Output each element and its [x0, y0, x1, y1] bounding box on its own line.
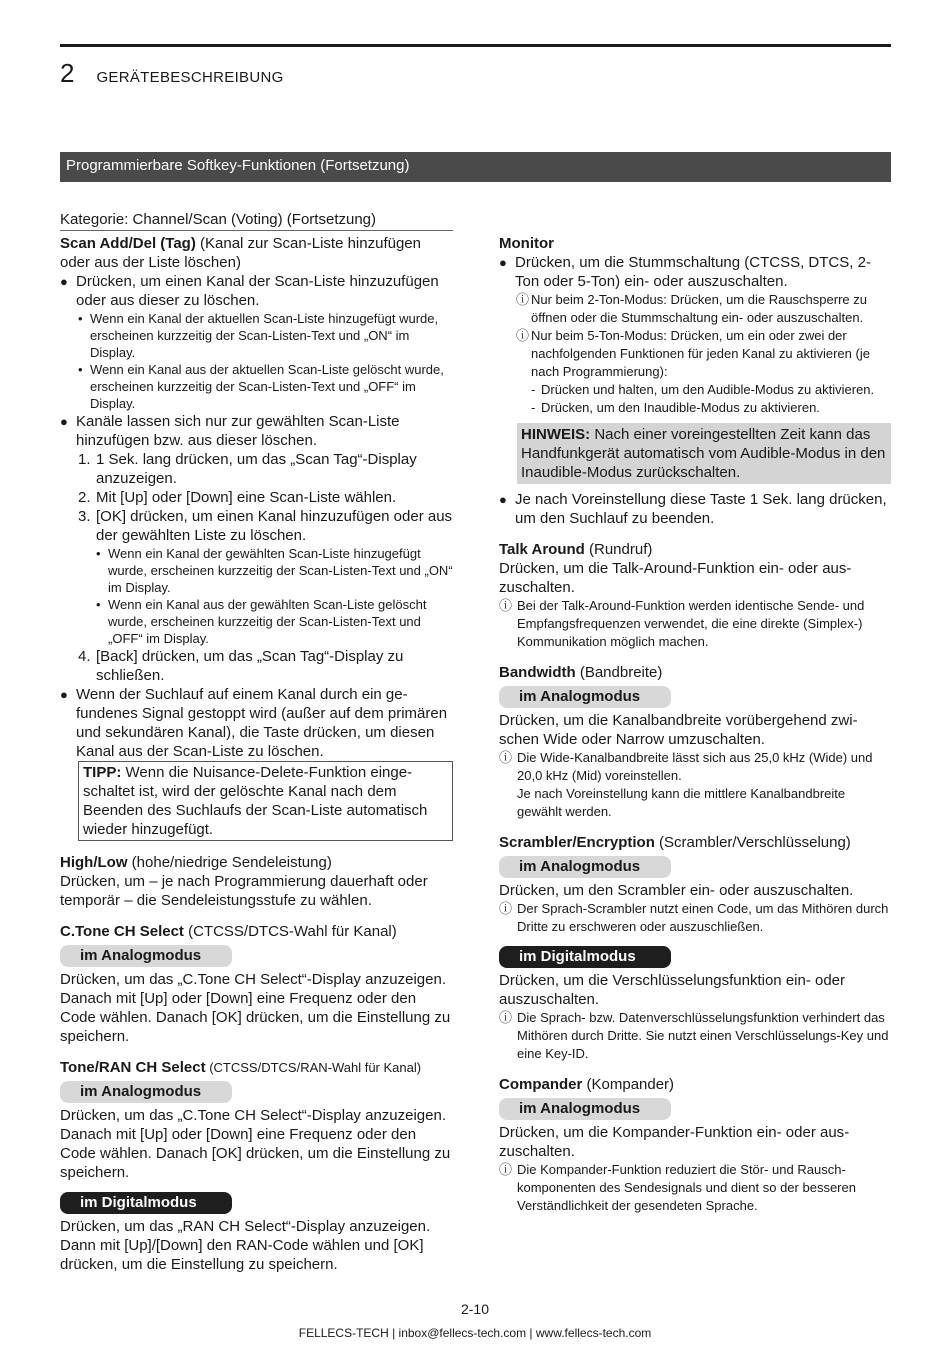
scrambler-digital-text: Drücken, um die Verschlüsselungsfunktion ein- oder auszuschalten. — [499, 972, 846, 1008]
circled-i-icon: ⓘ — [499, 1162, 513, 1177]
info-note: ⓘ Die Wide-Kanalbandbreite lässt sich aus 25,0 kHz (Wide) und 20,0 kHz (Mid) voreinstellen. — [499, 750, 873, 783]
hinweis-box: HINWEIS: Nach einer voreingestellten Zeit kann das Handfunkgerät automatisch vom Audible-Modus in den Inaudible-Modus zurückschalten. — [517, 423, 891, 484]
sub-bullet: • Wenn ein Kanal der aktuellen Scan-Liste hinzugefügt wurde, erscheinen kurzzeitig der Scan-Listen-Text und „ON“ im Display. — [60, 310, 453, 361]
circled-i-icon: ⓘ — [499, 750, 513, 765]
compander-text: Drücken, um die Kompander-Funktion ein- oder auszuschalten. — [499, 1124, 850, 1160]
high-low-heading: High/Low (hohe/niedrige Sendeleistung) — [60, 854, 332, 871]
info-note: ⓘ Der Sprach-Scrambler nutzt einen Code, um das Mithören durch Dritte zu erschweren oder auszuschließen. — [499, 901, 889, 934]
header-rule — [60, 44, 891, 47]
circled-i-icon: ⓘ — [499, 901, 513, 916]
info-note: ⓘ Bei der Talk-Around-Funktion werden identische Sende- und Empfangsfrequenzen verwendet, die eine direkte (Simplex-) Kommunikation möglich machen. — [499, 598, 865, 649]
bullet: ● Kanäle lassen sich nur zur gewählten Scan-Liste hinzufügen bzw. aus dieser löschen. — [60, 412, 453, 450]
chapter-title: GERÄTEBESCHREIBUNG — [96, 69, 284, 86]
digital-mode-badge: im Digitalmodus — [499, 946, 671, 968]
ctone-text: Drücken, um das „C.Tone CH Select“-Display anzuzeigen. Danach mit [Up] oder [Down] eine Frequenz oder den Code wählen. Danach [OK] drücken, um die Einstellung zu speichern. — [60, 971, 451, 1045]
talk-around-text: Drücken, um die Talk-Around-Funktion ein- oder auszuschalten. — [499, 560, 852, 596]
analog-mode-badge: im Analogmodus — [60, 945, 232, 967]
info-note-continued: Je nach Voreinstellung kann die mittlere Kanalbandbreite gewählt werden. — [517, 786, 846, 819]
bullet: ● Drücken, um die Stummschaltung (CTCSS, DTCS, 2-Ton oder 5-Ton) ein- oder auszuschalten. — [499, 253, 891, 291]
scrambler-heading: Scrambler/Encryption (Scrambler/Verschlüsselung) — [499, 834, 851, 851]
sub-bullet: • Wenn ein Kanal aus der gewählten Scan-Liste gelöscht wurde, erscheinen kurzzeitig der Scan-Listen-Text und „OFF“ im Display. — [60, 596, 453, 647]
numbered-step: 4. [Back] drücken, um das „Scan Tag“-Display zu schließen. — [78, 648, 404, 684]
bandwidth-heading: Bandwidth (Bandbreite) — [499, 664, 663, 681]
page-number: 2-10 — [460, 1301, 490, 1317]
dash-item: - Drücken und halten, um den Audible-Modus zu aktivieren. — [499, 381, 891, 399]
tone-ran-analog-text: Drücken, um das „C.Tone CH Select“-Display anzuzeigen. Danach mit [Up] oder [Down] eine Frequenz oder den Code wählen. Danach [OK] drücken, um die Einstellung zu speichern. — [60, 1107, 451, 1181]
category-heading: Kategorie: Channel/Scan (Voting) (Fortsetzung) — [60, 210, 453, 231]
chapter-header — [60, 58, 284, 89]
analog-mode-badge: im Analogmodus — [499, 856, 671, 878]
analog-mode-badge: im Analogmodus — [499, 1098, 671, 1120]
info-note: ⓘ Nur beim 5-Ton-Modus: Drücken, um ein oder zwei der nachfolgenden Funktionen für jeden Kanal zu aktivieren (je nach Programmierung): — [516, 328, 870, 379]
circled-i-icon: ⓘ — [499, 1010, 513, 1025]
right-column — [499, 234, 891, 1215]
info-note: ⓘ Die Sprach- bzw. Datenverschlüsselungsfunktion verhindert das Mithören durch Dritte. Sie nutzt einen Verschlüsselungs-Key und eine Key-ID. — [499, 1010, 889, 1061]
dash-item: - Drücken, um den Inaudible-Modus zu aktivieren. — [499, 399, 891, 417]
sub-bullet: • Wenn ein Kanal aus der aktuellen Scan-Liste gelöscht wurde, erscheinen kurzzeitig der Scan-Listen-Text und „OFF“ im Display. — [60, 361, 453, 412]
chapter-number: 2 — [60, 58, 75, 88]
bullet: ● Wenn der Suchlauf auf einem Kanal durch ein gefundenes Signal gestoppt wird (außer auf dem primären und sekundären Kanal), die Taste drücken, um diesen Kanal aus der Scan-Liste zu löschen. — [60, 685, 453, 761]
numbered-step: 2. Mit [Up] oder [Down] eine Scan-Liste wählen. — [78, 489, 397, 506]
high-low-text: Drücken, um – je nach Programmierung dauerhaft oder temporär – die Sendeleistungsstufe zu wählen. — [60, 873, 428, 909]
analog-mode-badge: im Analogmodus — [60, 1081, 232, 1103]
scan-add-del-heading: Scan Add/Del (Tag) (Kanal zur Scan-Liste hinzufügen oder aus der Liste löschen) — [60, 235, 421, 271]
info-note: ⓘ Nur beim 2-Ton-Modus: Drücken, um die Rauschsperre zu öffnen oder die Stummschaltung ein- oder auszuschalten. — [516, 292, 867, 325]
sub-bullet: • Wenn ein Kanal der gewählten Scan-Liste hinzugefügt wurde, erscheinen kurzzeitig der Scan-Listen-Text und „ON“ im Display. — [60, 545, 453, 596]
numbered-step: 3. [OK] drücken, um einen Kanal hinzuzufügen oder aus der gewählten Liste zu löschen. — [78, 508, 453, 544]
left-column — [60, 210, 453, 1274]
bullet: ● Je nach Voreinstellung diese Taste 1 Sek. lang drücken, um den Suchlauf zu beenden. — [499, 490, 891, 528]
bullet: ● Drücken, um einen Kanal der Scan-Liste hinzuzufügen oder aus dieser zu löschen. — [60, 272, 453, 310]
section-title-bar: Programmierbare Softkey-Funktionen (Fortsetzung) — [60, 152, 891, 182]
compander-heading: Compander (Kompander) — [499, 1076, 675, 1093]
scrambler-analog-text: Drücken, um den Scrambler ein- oder auszuschalten. — [499, 882, 854, 899]
tip-box: TIPP: Wenn die Nuisance-Delete-Funktion eingeschaltet ist, wird der gelöschte Kanal nach dem Beenden des Suchlaufs der Scan-Liste automatisch wieder hinzugefügt. — [78, 761, 453, 841]
ctone-heading: C.Tone CH Select (CTCSS/DTCS-Wahl für Kanal) — [60, 923, 397, 940]
analog-mode-badge: im Analogmodus — [499, 686, 671, 708]
tone-ran-heading: Tone/RAN CH Select (CTCSS/DTCS/RAN-Wahl für Kanal) — [60, 1059, 422, 1076]
numbered-step: 1. 1 Sek. lang drücken, um das „Scan Tag“-Display anzuzeigen. — [78, 451, 417, 487]
circled-i-icon: ⓘ — [499, 598, 513, 613]
talk-around-heading: Talk Around (Rundruf) — [499, 541, 653, 558]
tone-ran-digital-text: Drücken, um das „RAN CH Select“-Display anzuzeigen. Dann mit [Up]/[Down] den RAN-Code wählen und [OK] drücken, um die Einstellung zu speichern. — [60, 1218, 431, 1273]
circled-i-icon: ⓘ — [516, 292, 530, 307]
circled-i-icon: ⓘ — [516, 328, 530, 343]
footer: FELLECS-TECH | inbox@fellecs-tech.com | www.fellecs-tech.com — [298, 1326, 652, 1340]
bandwidth-text: Drücken, um die Kanalbandbreite vorübergehend zwischen Wide oder Narrow umzuschalten. — [499, 712, 858, 748]
digital-mode-badge: im Digitalmodus — [60, 1192, 232, 1214]
info-note: ⓘ Die Kompander-Funktion reduziert die Stör- und Rauschkomponenten des Sendesignals und dient so der besseren Verständlichkeit der gesendeten Sprache. — [499, 1162, 856, 1213]
monitor-heading: Monitor — [499, 235, 554, 252]
